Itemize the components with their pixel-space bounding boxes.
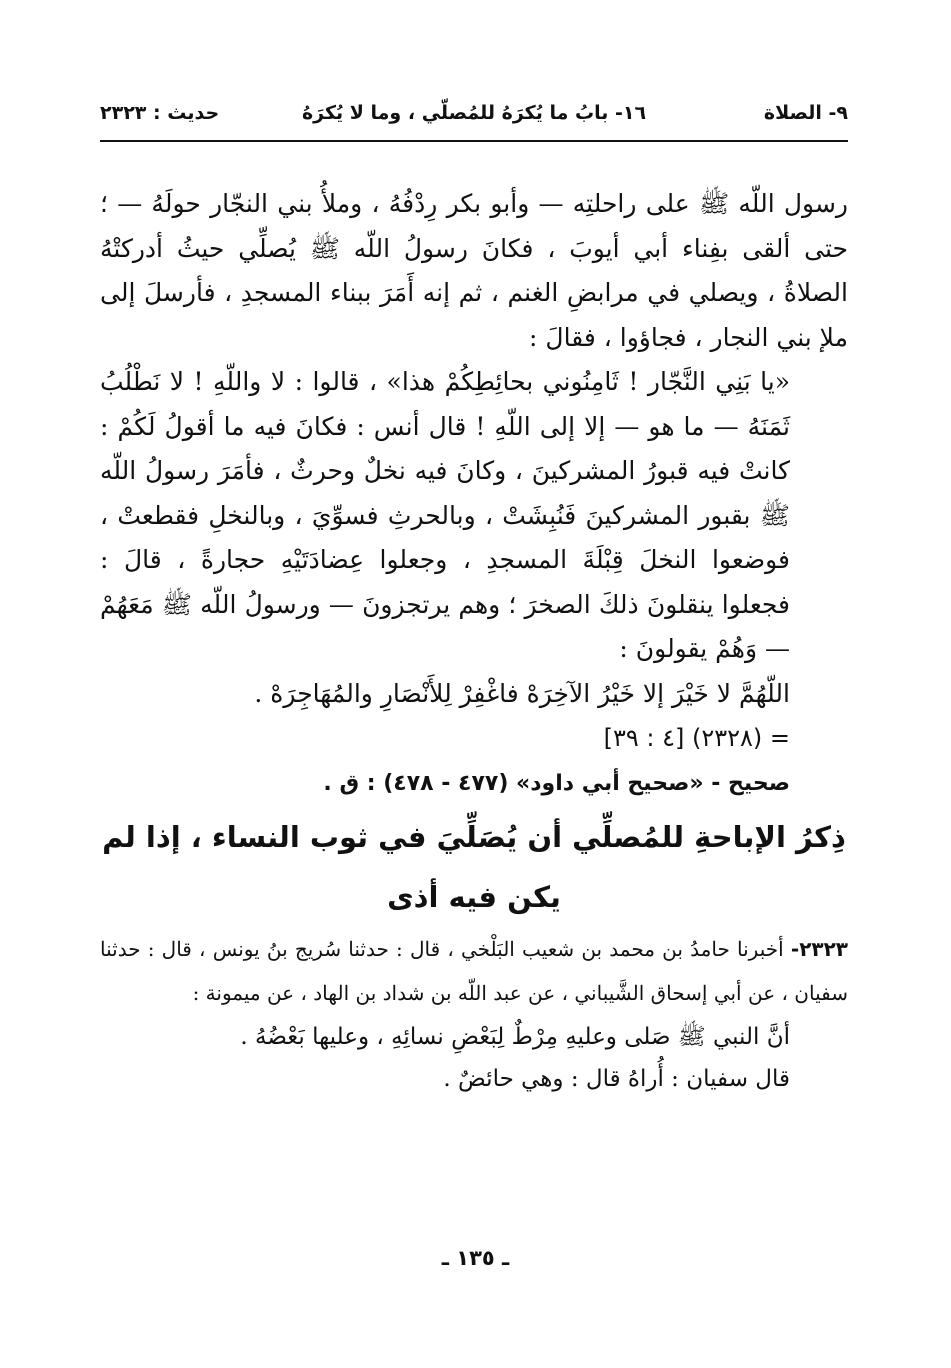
running-header bbox=[100, 96, 848, 142]
narrative-paragraph: رسول اللّه ﷺ على راحلتِه — وأبو بكر رِدْفُهُ ، وملأُ بني النجّار حولَهُ — ؛ حتى ألقى بفِناء أبي أيوبَ ، فكانَ رسولُ اللّه ﷺ يُصلِّي حيثُ أدركتْهُ الصلاةُ ، ويصلي في مرابضِ الغنم ، ثم إنه أَمَرَ ببناء المسجدِ ، فأرسلَ إلى ملإ بني النجار ، فجاؤوا ، فقالَ : bbox=[100, 189, 848, 352]
header-section-title: ١٦- بابُ ما يُكرَهُ للمُصلّي ، وما لا يُكرَهُ bbox=[301, 102, 647, 124]
header-book-chapter: ٩- الصلاة bbox=[763, 102, 848, 124]
cross-reference: = (٢٣٢٨) [٤ : ٣٩] bbox=[603, 724, 790, 752]
hadith-isnad bbox=[100, 927, 848, 1016]
header-rule bbox=[100, 140, 848, 142]
chapter-title-line-1: ذِكرُ الإباحةِ للمُصلِّي أن يُصَلِّيَ في ثوب النساء ، إذا لم bbox=[102, 819, 846, 854]
narrative-paragraph-2: «يا بَنِي النَّجّار ! ثَامِنُوني بحائِطِكُمْ هذا» ، قالوا : لا واللّهِ ! لا نَطْلُبُ ثَمَنَهُ — ما هو — إلا إلى اللّهِ ! قال أنس : فكانَ فيه ما أقولُ لَكُمْ : كانتْ فيه قبورُ المشركينَ ، وكانَ فيه نخلٌ وحرثٌ ، فأمَرَ رسولُ اللّه ﷺ بقبور المشركينَ فَنُبِشَتْ ، وبالحرثِ فسوِّيَ ، وبالنخلِ فقطعتْ ، فوضعوا النخلَ قِبْلَةَ المسجدِ ، وجعلوا عِضادَتَيْهِ حجارةً ، قالَ : فجعلوا ينقلونَ ذلكَ الصخرَ ؛ وهم يرتجزونَ — ورسولُ اللّه ﷺ مَعَهُمْ — وَهُمْ يقولونَ : bbox=[100, 367, 790, 663]
chapter-title bbox=[100, 807, 848, 927]
page-body bbox=[100, 182, 848, 1100]
narrator-comment: قال سفيان : أُراهُ قال : وهي حائضٌ . bbox=[443, 1065, 790, 1092]
page-number: ـ ١٣٥ ـ bbox=[441, 1246, 510, 1270]
hadith-number: ٢٣٢٣- bbox=[790, 936, 849, 961]
hadith-grading: صحيح - «صحيح أبي داود» (٤٧٧ - ٤٧٨) : ق . bbox=[323, 770, 790, 796]
chapter-title-line-2: يكن فيه أذى bbox=[387, 879, 561, 914]
hadith-matn: أنَّ النبي ﷺ صَلى وعليهِ مِرْطٌ لِبَعْضِ نسائِهِ ، وعليها بَعْضُهُ . bbox=[240, 1023, 790, 1050]
verse-line: اللّهُمَّ لا خَيْرَ إلا خَيْرُ الآخِرَهْ فاغْفِرْ لِلأَنْصَارِ والمُهَاجِرَهْ . bbox=[254, 678, 790, 708]
isnad-text: أخبرنا حامدُ بن محمد بن شعيب البَلْخي ، قال : حدثنا سُريج بنُ يونس ، قال : حدثنا سفيان ، عن أبي إسحاق الشَّيباني ، عن عبد اللّه بن شداد بن الهاد ، عن ميمونة : bbox=[100, 936, 848, 1005]
header-hadith-ref: حديث : ٢٣٢٣ bbox=[100, 102, 220, 124]
